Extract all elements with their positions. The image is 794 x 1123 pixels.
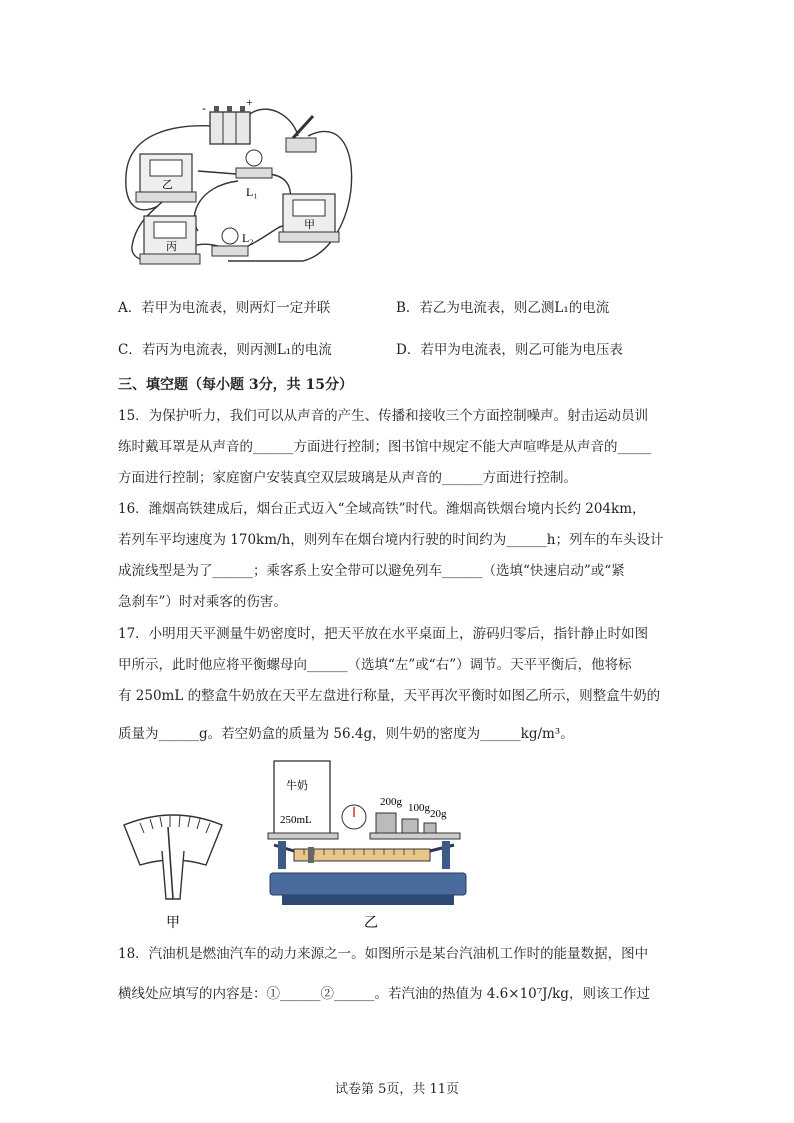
svg-text:-: - <box>202 101 206 115</box>
battery-icon <box>202 96 253 144</box>
q15-line-2: 练时戴耳罩是从声音的______方面进行控制；图书馆中规定不能大声喧哗是从声音的_____ <box>118 439 652 455</box>
q16-line-1: 16．潍烟高铁建成后，烟台正式迈入“全域高铁”时代。潍烟高铁烟台境内长约 204km， <box>118 501 646 517</box>
svg-text:牛奶: 牛奶 <box>286 780 308 792</box>
svg-text:乙: 乙 <box>162 179 173 191</box>
svg-text:+: + <box>246 96 253 109</box>
pointer-scale-jia <box>124 815 222 899</box>
meter-jia <box>279 194 339 242</box>
svg-text:20g: 20g <box>430 808 447 820</box>
circuit-diagram <box>118 96 363 276</box>
q18-line-2: 横线处应填写的内容是：①______②______。若汽油的热值为 4.6×10⁷J/kg，则该工作过 <box>118 986 650 1002</box>
balance-yi <box>268 761 466 905</box>
meter-bing <box>140 216 200 264</box>
q16-line-3: 成流线型是为了______；乘客系上安全带可以避免列车______（选填“快速启动”或“紧 <box>118 563 625 579</box>
section-title: 三、填空题（每小题 3分，共 15分） <box>118 377 353 393</box>
option-d: D．若甲为电流表，则乙可能为电压表 <box>396 342 623 358</box>
lamp-l2-icon <box>212 228 254 256</box>
svg-text:200g: 200g <box>380 796 402 808</box>
option-a: A．若甲为电流表，则两灯一定并联 <box>118 300 331 316</box>
svg-text:250mL: 250mL <box>280 814 312 826</box>
svg-text:100g: 100g <box>408 802 430 814</box>
svg-text:甲: 甲 <box>304 219 315 231</box>
svg-text:丙: 丙 <box>166 241 177 253</box>
svg-text:L₁: L₁ <box>246 185 258 199</box>
page-footer: 试卷第 5页，共 11页 <box>334 1082 460 1097</box>
option-b: B．若乙为电流表，则乙测L₁的电流 <box>396 300 610 316</box>
q16-line-4: 急刹车”）时对乘客的伤害。 <box>118 594 287 610</box>
q18-line-1: 18．汽油机是燃油汽车的动力来源之一。如图所示是某台汽油机工作时的能量数据，图中 <box>118 946 649 962</box>
label-yi: 乙 <box>364 916 378 931</box>
label-jia: 甲 <box>166 916 180 931</box>
option-c: C．若丙为电流表，则丙测L₁的电流 <box>118 342 332 358</box>
q17-line-4: 质量为______g。若空奶盒的质量为 56.4g，则牛奶的密度为______kg/m³。 <box>118 726 574 742</box>
q16-line-2: 若列车平均速度为 170km/h，则列车在烟台境内行驶的时间约为______h；列车的车头设计 <box>118 532 664 548</box>
lamp-l1-icon <box>236 150 272 199</box>
q17-line-2: 甲所示，此时他应将平衡螺母向______（选填“左”或“右”）调节。天平平衡后，他将标 <box>118 657 632 673</box>
balance-figures <box>118 755 478 935</box>
q17-line-1: 17．小明用天平测量牛奶密度时，把天平放在水平桌面上，游码归零后，指针静止时如图 <box>118 626 649 642</box>
q17-line-3: 有 250mL 的整盒牛奶放在天平左盘进行称量，天平再次平衡时如图乙所示，则整盒牛奶的 <box>118 688 661 704</box>
q15-line-1: 15．为保护听力，我们可以从声音的产生、传播和接收三个方面控制噪声。射击运动员训 <box>118 408 649 424</box>
svg-text:L₂: L₂ <box>242 231 254 245</box>
q15-line-3: 方面进行控制；家庭窗户安装真空双层玻璃是从声音的______方面进行控制。 <box>118 470 577 486</box>
meter-yi <box>136 154 196 202</box>
